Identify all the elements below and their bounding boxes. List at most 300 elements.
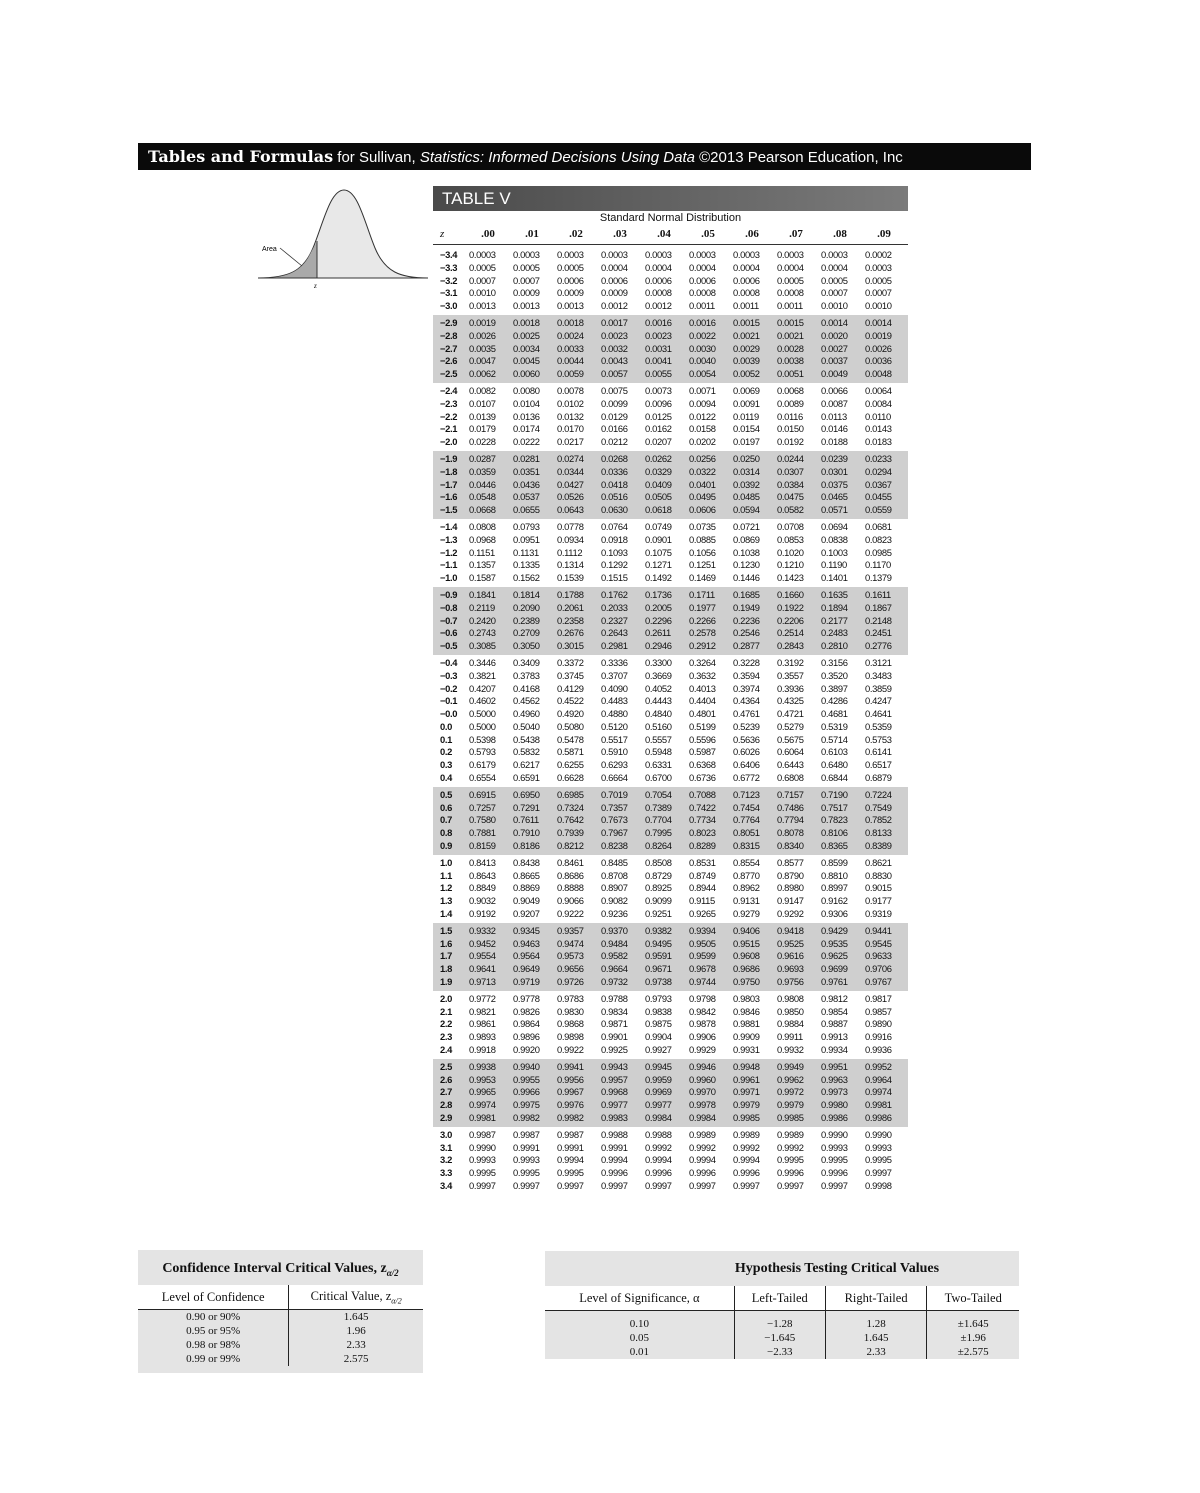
- probability-cell: 0.0004: [733, 261, 760, 273]
- probability-cell: 0.0158: [689, 423, 716, 435]
- table-row: [433, 734, 908, 747]
- probability-cell: 0.5793: [469, 746, 496, 758]
- table-row: [433, 521, 908, 534]
- table-row: [433, 1099, 908, 1112]
- row-group: [433, 383, 908, 451]
- table-row: [433, 436, 908, 449]
- probability-cell: 0.6664: [601, 772, 628, 784]
- probability-cell: 0.9032: [469, 895, 496, 907]
- ht-rows: [545, 1311, 1019, 1360]
- ht-cell: 0.01: [629, 1346, 650, 1358]
- probability-cell: 0.1335: [513, 559, 540, 571]
- probability-cell: 0.9861: [469, 1018, 496, 1030]
- probability-cell: 0.9803: [733, 992, 760, 1004]
- probability-cell: 0.9884: [777, 1018, 804, 1030]
- probability-cell: 0.8186: [513, 840, 540, 852]
- probability-cell: 0.8238: [601, 840, 628, 852]
- probability-cell: 0.8133: [865, 827, 892, 839]
- z-value: 0.2: [440, 746, 452, 758]
- table-row: [433, 1006, 908, 1019]
- probability-cell: 0.0274: [557, 452, 584, 464]
- table-row: [433, 759, 908, 772]
- probability-cell: 0.9693: [777, 963, 804, 975]
- probability-cell: 0.0014: [865, 316, 892, 328]
- probability-cell: 0.0823: [865, 533, 892, 545]
- probability-cell: 0.9292: [777, 908, 804, 920]
- column-header: .06: [745, 228, 759, 240]
- probability-cell: 0.0985: [865, 546, 892, 558]
- ci-col-confidence: Level of Confidence: [138, 1285, 289, 1310]
- probability-cell: 0.2389: [513, 614, 540, 626]
- probability-cell: 0.1251: [689, 559, 716, 571]
- table-row: [433, 802, 908, 815]
- table-row: [138, 1338, 423, 1352]
- probability-cell: 0.9896: [513, 1031, 540, 1043]
- probability-cell: 0.9893: [469, 1031, 496, 1043]
- table-row: [433, 479, 908, 492]
- area-pointer: [280, 248, 302, 266]
- probability-cell: 0.2061: [557, 601, 584, 613]
- z-value: −3.3: [440, 261, 458, 273]
- probability-cell: 0.9976: [557, 1099, 584, 1111]
- probability-cell: 0.2843: [777, 640, 804, 652]
- probability-cell: 0.9332: [469, 924, 496, 936]
- probability-cell: 0.9686: [733, 963, 760, 975]
- probability-cell: 0.7794: [777, 814, 804, 826]
- probability-cell: 0.0010: [865, 300, 892, 312]
- probability-cell: 0.0495: [689, 491, 716, 503]
- probability-cell: 0.0020: [821, 329, 848, 341]
- probability-cell: 0.0618: [645, 504, 672, 516]
- probability-cell: 0.9306: [821, 908, 848, 920]
- probability-cell: 0.6985: [557, 788, 584, 800]
- z-value: 0.6: [440, 801, 452, 813]
- probability-cell: 0.1762: [601, 588, 628, 600]
- probability-cell: 0.9821: [469, 1005, 496, 1017]
- z-value: 1.0: [440, 856, 452, 868]
- probability-cell: 0.2912: [689, 640, 716, 652]
- probability-cell: 0.1814: [513, 588, 540, 600]
- probability-cell: 0.8869: [513, 882, 540, 894]
- table-row: [433, 368, 908, 381]
- probability-cell: 0.0281: [513, 452, 540, 464]
- table-row: [433, 993, 908, 1006]
- ci-title: [138, 1261, 423, 1281]
- probability-cell: 0.6103: [821, 746, 848, 758]
- probability-cell: 0.5398: [469, 733, 496, 745]
- probability-cell: 0.0003: [601, 249, 628, 260]
- probability-cell: 0.0217: [557, 436, 584, 448]
- row-group: [433, 923, 908, 991]
- row-group: [433, 991, 908, 1059]
- ht-cell: ±2.575: [927, 1345, 1019, 1359]
- probability-cell: 0.0045: [513, 355, 540, 367]
- probability-cell: 0.9992: [733, 1141, 760, 1153]
- probability-cell: 0.9826: [513, 1005, 540, 1017]
- ht-cell: −1.645: [734, 1331, 825, 1345]
- z-value: 1.8: [440, 963, 452, 975]
- table-row: [433, 895, 908, 908]
- probability-cell: 0.9971: [733, 1086, 760, 1098]
- probability-cell: 0.0069: [733, 384, 760, 396]
- probability-cell: 0.7673: [601, 814, 628, 826]
- probability-cell: 0.9974: [865, 1086, 892, 1098]
- probability-cell: 0.0018: [513, 316, 540, 328]
- probability-cell: 0.9913: [821, 1031, 848, 1043]
- probability-cell: 0.2148: [865, 614, 892, 626]
- probability-cell: 0.9222: [557, 908, 584, 920]
- probability-cell: 0.8212: [557, 840, 584, 852]
- table-row: [433, 275, 908, 288]
- probability-cell: 0.0116: [777, 410, 803, 422]
- probability-cell: 0.0066: [821, 384, 848, 396]
- probability-cell: 0.7257: [469, 801, 496, 813]
- probability-cell: 0.0197: [733, 436, 760, 448]
- table-row: [433, 572, 908, 585]
- table-row: [433, 1074, 908, 1087]
- probability-cell: 0.2578: [689, 627, 716, 639]
- probability-cell: 0.9948: [733, 1060, 760, 1072]
- probability-cell: 0.9938: [469, 1060, 496, 1072]
- z-value: 1.1: [440, 869, 452, 881]
- probability-cell: 0.0075: [601, 384, 628, 396]
- column-header: .07: [789, 228, 803, 240]
- probability-cell: 0.0427: [557, 478, 584, 490]
- table-row: [433, 287, 908, 300]
- probability-cell: 0.0668: [469, 504, 496, 516]
- probability-cell: 0.9997: [557, 1179, 584, 1191]
- probability-cell: 0.9991: [601, 1141, 628, 1153]
- probability-cell: 0.9997: [865, 1167, 892, 1179]
- probability-cell: 0.0008: [777, 287, 804, 299]
- probability-cell: 0.9992: [777, 1141, 804, 1153]
- probability-cell: 0.0036: [865, 355, 892, 367]
- probability-cell: 0.0003: [733, 249, 760, 260]
- probability-cell: 0.0064: [865, 384, 892, 396]
- probability-cell: 0.0013: [513, 300, 540, 312]
- probability-cell: 0.0314: [733, 465, 760, 477]
- probability-cell: 0.4364: [733, 695, 760, 707]
- table-row: [433, 908, 908, 921]
- probability-cell: 0.0006: [601, 274, 628, 286]
- column-header: .05: [701, 228, 715, 240]
- probability-cell: 0.9545: [865, 937, 892, 949]
- probability-cell: 0.0244: [777, 452, 804, 464]
- probability-cell: 0.8849: [469, 882, 496, 894]
- probability-cell: 0.9678: [689, 963, 716, 975]
- ht-column-header: Right-Tailed: [825, 1286, 927, 1311]
- ci-critical-cell: 2.575: [289, 1352, 423, 1366]
- probability-cell: 0.9382: [645, 924, 672, 936]
- probability-cell: 0.7454: [733, 801, 760, 813]
- probability-cell: 0.5832: [513, 746, 540, 758]
- probability-cell: 0.9956: [557, 1073, 584, 1085]
- probability-cell: 0.9207: [513, 908, 540, 920]
- probability-cell: 0.9463: [513, 937, 540, 949]
- probability-cell: 0.9162: [821, 895, 848, 907]
- probability-cell: 0.9633: [865, 950, 892, 962]
- z-value: 1.7: [440, 950, 452, 962]
- probability-cell: 0.7157: [777, 788, 804, 800]
- probability-cell: 0.9756: [777, 976, 804, 988]
- z-value: −1.0: [440, 572, 458, 584]
- probability-cell: 0.5199: [689, 720, 716, 732]
- table-row: [433, 640, 908, 653]
- probability-cell: 0.7939: [557, 827, 584, 839]
- probability-cell: 0.4721: [777, 708, 804, 720]
- column-header: .03: [613, 228, 627, 240]
- probability-cell: 0.2643: [601, 627, 628, 639]
- probability-cell: 0.0009: [513, 287, 540, 299]
- probability-cell: 0.7324: [557, 801, 584, 813]
- probability-cell: 0.9066: [557, 895, 584, 907]
- probability-cell: 0.0367: [865, 478, 892, 490]
- table-row: [433, 343, 908, 356]
- probability-cell: 0.3446: [469, 656, 496, 668]
- z-value: 0.5: [440, 788, 452, 800]
- probability-cell: 0.5040: [513, 720, 540, 732]
- table-row: [433, 262, 908, 275]
- probability-cell: 0.2611: [645, 627, 671, 639]
- ht-header-row: [545, 1286, 1019, 1311]
- probability-cell: 0.3336: [601, 656, 628, 668]
- probability-cell: 0.9732: [601, 976, 628, 988]
- probability-cell: 0.9992: [645, 1141, 672, 1153]
- z-label: z: [314, 282, 317, 290]
- table-row: [433, 547, 908, 560]
- z-value: −3.0: [440, 300, 458, 312]
- probability-cell: 0.7580: [469, 814, 496, 826]
- table-row: [433, 589, 908, 602]
- probability-cell: 0.9319: [865, 908, 892, 920]
- z-value: −0.8: [440, 601, 458, 613]
- probability-cell: 0.1949: [733, 601, 760, 613]
- probability-cell: 0.9997: [689, 1179, 716, 1191]
- probability-cell: 0.0212: [601, 436, 628, 448]
- table-row: [433, 657, 908, 670]
- probability-cell: 0.0008: [689, 287, 716, 299]
- column-header: .04: [657, 228, 671, 240]
- row-group: [433, 655, 908, 787]
- probability-cell: 0.9997: [601, 1179, 628, 1191]
- table-row: [433, 963, 908, 976]
- probability-cell: 0.0104: [513, 397, 540, 409]
- probability-cell: 0.0019: [865, 329, 892, 341]
- probability-cell: 0.9706: [865, 963, 892, 975]
- probability-cell: 0.8643: [469, 869, 496, 881]
- probability-cell: 0.3085: [469, 640, 496, 652]
- probability-cell: 0.9972: [777, 1086, 804, 1098]
- probability-cell: 0.0005: [513, 261, 540, 273]
- probability-cell: 0.0721: [733, 520, 760, 532]
- probability-cell: 0.4522: [557, 695, 584, 707]
- probability-cell: 0.1894: [821, 601, 848, 613]
- probability-cell: 0.7291: [513, 801, 540, 813]
- probability-cell: 0.0019: [469, 316, 496, 328]
- z-value: −3.1: [440, 287, 458, 299]
- probability-cell: 0.9982: [513, 1112, 540, 1123]
- row-group: [433, 315, 908, 383]
- probability-cell: 0.0031: [645, 342, 672, 354]
- ht-cell: 0.05: [629, 1332, 650, 1344]
- probability-cell: 0.4168: [513, 682, 540, 694]
- probability-cell: 0.9918: [469, 1044, 496, 1056]
- probability-cell: 0.0630: [601, 504, 628, 516]
- probability-cell: 0.9965: [469, 1086, 496, 1098]
- ci-confidence-cell: 0.98 or 98%: [186, 1339, 241, 1351]
- probability-cell: 0.3821: [469, 669, 496, 681]
- probability-cell: 0.0039: [733, 355, 760, 367]
- table-row: [433, 950, 908, 963]
- probability-cell: 0.9985: [733, 1112, 760, 1123]
- probability-cell: 0.9788: [601, 992, 628, 1004]
- column-header: .01: [525, 228, 539, 240]
- z-value: 2.6: [440, 1073, 452, 1085]
- table-v-column-headers: [433, 224, 908, 245]
- table-row: [433, 746, 908, 759]
- probability-cell: 0.0027: [821, 342, 848, 354]
- probability-cell: 0.0011: [733, 300, 759, 312]
- z-value: −0.7: [440, 614, 458, 626]
- probability-cell: 0.0049: [821, 368, 848, 380]
- ht-column-header: Left-Tailed: [734, 1286, 825, 1311]
- probability-cell: 0.0102: [557, 397, 584, 409]
- probability-cell: 0.0040: [689, 355, 716, 367]
- probability-cell: 0.8508: [645, 856, 672, 868]
- probability-cell: 0.9671: [645, 963, 672, 975]
- probability-cell: 0.0322: [689, 465, 716, 477]
- probability-cell: 0.9738: [645, 976, 672, 988]
- probability-cell: 0.9997: [469, 1179, 496, 1191]
- table-row: [433, 1112, 908, 1125]
- probability-cell: 0.8389: [865, 840, 892, 852]
- probability-cell: 0.9713: [469, 976, 496, 988]
- probability-cell: 0.0150: [777, 423, 804, 435]
- probability-cell: 0.0951: [513, 533, 540, 545]
- probability-cell: 0.0778: [557, 520, 584, 532]
- probability-cell: 0.6772: [733, 772, 760, 784]
- probability-cell: 0.9929: [689, 1044, 716, 1056]
- table-row: [433, 1044, 908, 1057]
- probability-cell: 0.1003: [821, 546, 848, 558]
- probability-cell: 0.0329: [645, 465, 672, 477]
- probability-cell: 0.0011: [777, 300, 803, 312]
- probability-cell: 0.0003: [821, 249, 848, 260]
- probability-cell: 0.2206: [777, 614, 804, 626]
- probability-cell: 0.5517: [601, 733, 628, 745]
- probability-cell: 0.9967: [557, 1086, 584, 1098]
- probability-cell: 0.9452: [469, 937, 496, 949]
- probability-cell: 0.9793: [645, 992, 672, 1004]
- z-value: 2.7: [440, 1086, 452, 1098]
- probability-cell: 0.3632: [689, 669, 716, 681]
- probability-cell: 0.0239: [821, 452, 848, 464]
- probability-cell: 0.9974: [469, 1099, 496, 1111]
- probability-cell: 0.6368: [689, 759, 716, 771]
- probability-cell: 0.2005: [645, 601, 672, 613]
- probability-cell: 0.3520: [821, 669, 848, 681]
- probability-cell: 0.0003: [777, 249, 804, 260]
- z-value: 2.3: [440, 1031, 452, 1043]
- probability-cell: 0.9979: [733, 1099, 760, 1111]
- z-value: 1.4: [440, 908, 452, 920]
- probability-cell: 0.0035: [469, 342, 496, 354]
- banner-pre-text: for Sullivan,: [333, 149, 420, 166]
- probability-cell: 0.0749: [645, 520, 672, 532]
- probability-cell: 0.0436: [513, 478, 540, 490]
- z-value: −1.7: [440, 478, 458, 490]
- z-value: −1.1: [440, 559, 458, 571]
- probability-cell: 0.7224: [865, 788, 892, 800]
- probability-cell: 0.6736: [689, 772, 716, 784]
- probability-cell: 0.0038: [777, 355, 804, 367]
- probability-cell: 0.9783: [557, 992, 584, 1004]
- probability-cell: 0.0059: [557, 368, 584, 380]
- probability-cell: 0.9898: [557, 1031, 584, 1043]
- probability-cell: 0.0005: [865, 274, 892, 286]
- probability-cell: 0.1292: [601, 559, 628, 571]
- probability-cell: 0.0055: [645, 368, 672, 380]
- probability-cell: 0.9726: [557, 976, 584, 988]
- probability-cell: 0.9988: [645, 1128, 672, 1140]
- table-row: [433, 882, 908, 895]
- probability-cell: 0.1401: [821, 572, 848, 584]
- z-value: −0.5: [440, 640, 458, 652]
- table-row: [433, 398, 908, 411]
- probability-cell: 0.6443: [777, 759, 804, 771]
- ht-cell: −2.33: [734, 1345, 825, 1359]
- probability-cell: 0.8997: [821, 882, 848, 894]
- probability-cell: 0.7357: [601, 801, 628, 813]
- probability-cell: 0.0052: [733, 368, 760, 380]
- curve-fill: [258, 190, 428, 278]
- probability-cell: 0.9798: [689, 992, 716, 1004]
- z-value: −1.8: [440, 465, 458, 477]
- banner-book-title: Statistics: Informed Decisions Using Data: [419, 149, 695, 166]
- probability-cell: 0.9909: [733, 1031, 760, 1043]
- z-value: 0.1: [440, 733, 452, 745]
- probability-cell: 0.9474: [557, 937, 584, 949]
- probability-cell: 0.9115: [689, 895, 715, 907]
- probability-cell: 0.8340: [777, 840, 804, 852]
- probability-cell: 0.9429: [821, 924, 848, 936]
- probability-cell: 0.0008: [733, 287, 760, 299]
- row-group: [433, 1059, 908, 1127]
- probability-cell: 0.0005: [557, 261, 584, 273]
- probability-cell: 0.2483: [821, 627, 848, 639]
- probability-cell: 0.0030: [689, 342, 716, 354]
- probability-cell: 0.4562: [513, 695, 540, 707]
- probability-cell: 0.0129: [601, 410, 628, 422]
- probability-cell: 0.0062: [469, 368, 496, 380]
- probability-cell: 0.0060: [513, 368, 540, 380]
- probability-cell: 0.0004: [777, 261, 804, 273]
- probability-cell: 0.0096: [645, 397, 672, 409]
- probability-cell: 0.0080: [513, 384, 540, 396]
- probability-cell: 0.0047: [469, 355, 496, 367]
- probability-cell: 0.9251: [645, 908, 672, 920]
- probability-cell: 0.9998: [865, 1179, 892, 1191]
- probability-cell: 0.0022: [689, 329, 716, 341]
- probability-cell: 0.1587: [469, 572, 496, 584]
- probability-cell: 0.0582: [777, 504, 804, 516]
- table-row: [138, 1310, 423, 1325]
- z-value: −0.4: [440, 656, 458, 668]
- ci-confidence-cell: 0.90 or 90%: [186, 1311, 241, 1323]
- probability-cell: 0.9911: [777, 1031, 803, 1043]
- probability-cell: 0.0005: [777, 274, 804, 286]
- z-value: 0.4: [440, 772, 452, 784]
